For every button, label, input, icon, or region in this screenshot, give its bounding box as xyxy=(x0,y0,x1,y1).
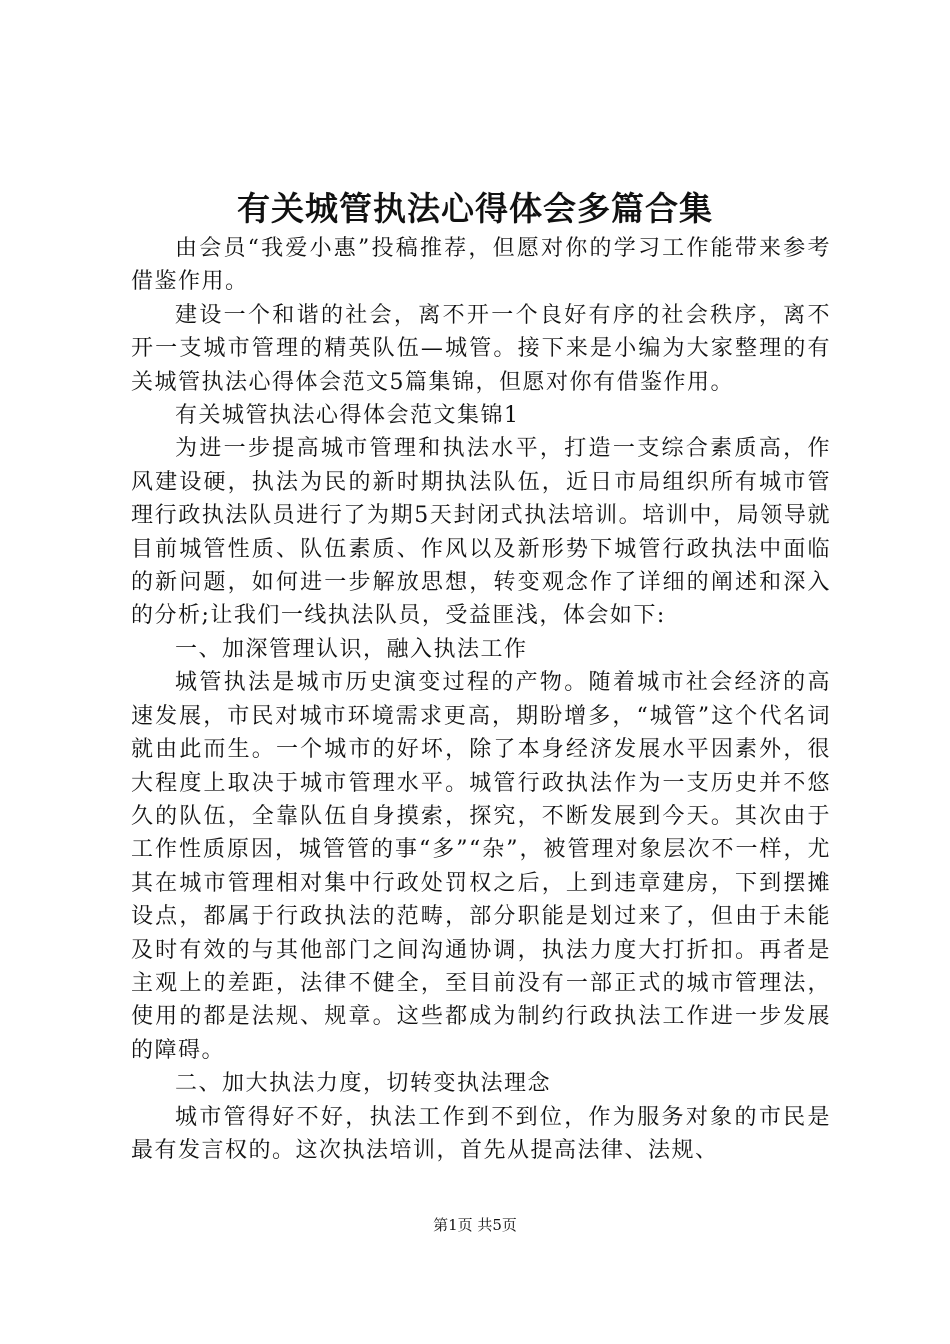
paragraph: 城管执法是城市历史演变过程的产物。随着城市社会经济的高速发展，市民对城市环境需求更高，期盼增多，“城管”这个代名词就由此而生。一个城市的好坏，除了本身经济发展水平因素外，很大程度上取决于城市管理水平。城管行政执法作为一支历史并不悠久的队伍，全靠队伍自身摸索，探究，不断发展到今天。其次由于工作性质原因，城管管的事“多”“杂”，被管理对象层次不一样，尤其在城市管理相对集中行政处罚权之后，上到违章建房，下到摆摊设点，都属于行政执法的范畴，部分职能是划过来了，但由于未能及时有效的与其他部门之间沟通协调，执法力度大打折扣。再者是主观上的差距，法律不健全，至目前没有一部正式的城市管理法，使用的都是法规、规章。这些都成为制约行政执法工作进一步发展的障碍。 xyxy=(131,670,831,1063)
section-heading: 二、加大执法力度，切转变执法理念 xyxy=(175,1071,552,1097)
document-body xyxy=(131,232,831,1167)
paragraph: 城市管得好不好，执法工作到不到位，作为服务对象的市民是最有发言权的。这次执法培训，首先从提高法律、法规、 xyxy=(131,1104,831,1163)
paragraph: 为进一步提高城市管理和执法水平，打造一支综合素质高，作风建设硬，执法为民的新时期执法队伍，近日市局组织所有城市管理行政执法队员进行了为期5天封闭式执法培训。培训中，局领导就目前城管性质、队伍素质、作风以及新形势下城管行政执法中面临的新问题，如何进一步解放思想，转变观念作了详细的阐述和深入的分析;让我们一线执法队员，受益匪浅，体会如下: xyxy=(131,436,831,629)
section-heading: 一、加深管理认识，融入执法工作 xyxy=(175,636,528,662)
paragraph: 建设一个和谐的社会，离不开一个良好有序的社会秩序，离不开一支城市管理的精英队伍—城管。接下来是小编为大家整理的有关城管执法心得体会范文5篇集锦，但愿对你有借鉴作用。 xyxy=(131,302,831,395)
paragraph: 由会员“我爱小惠”投稿推荐，但愿对你的学习工作能带来参考借鉴作用。 xyxy=(131,236,831,295)
section-heading: 有关城管执法心得体会范文集锦1 xyxy=(175,403,520,429)
page-footer: 第1页 共5页 xyxy=(433,1216,517,1234)
document-title: 有关城管执法心得体会多篇合集 xyxy=(237,189,713,228)
